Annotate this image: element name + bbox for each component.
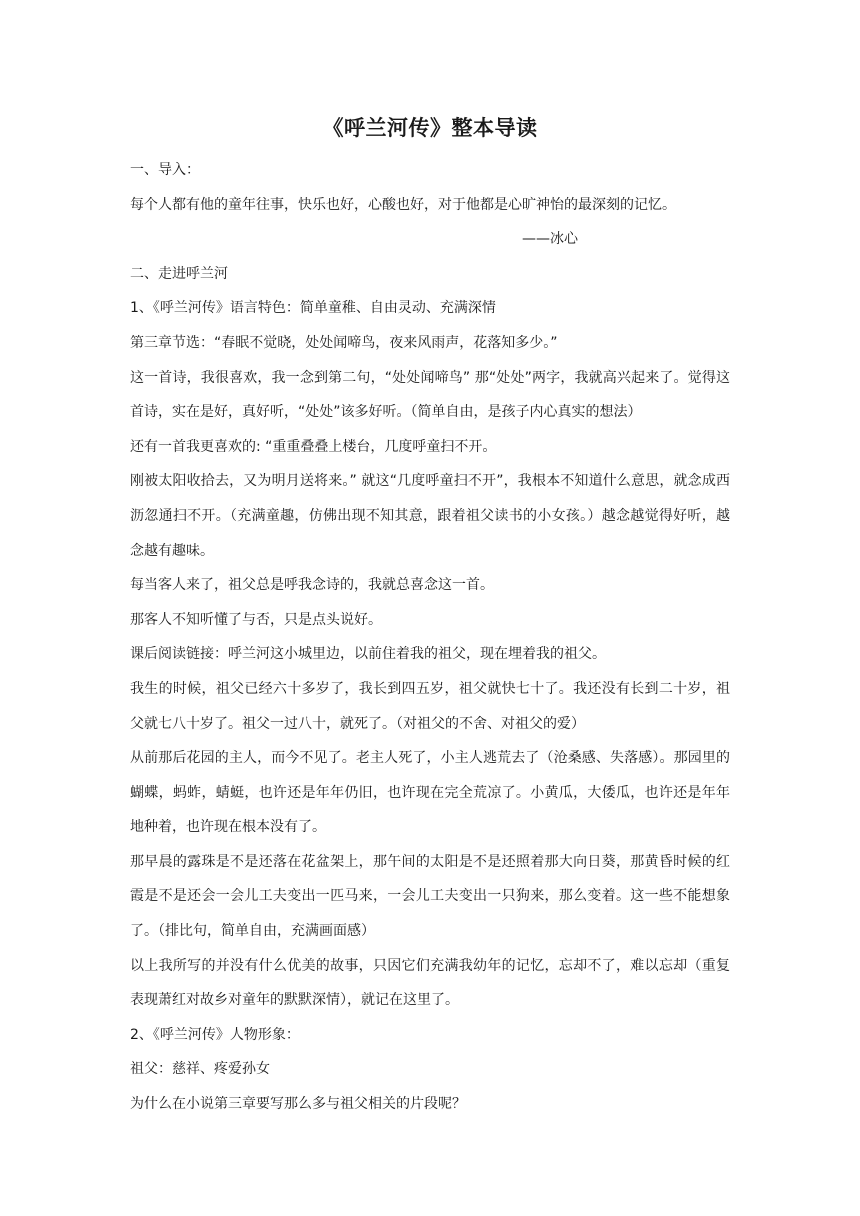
intro-quote: 每个人都有他的童年往事，快乐也好，心酸也好，对于他都是心旷神怡的最深刻的记忆。	[130, 196, 676, 213]
paragraph-morning-dew: 那早晨的露珠是不是还落在花盆架上，那午间的太阳是不是还照着那大向日葵，那黄昏时候的红霞是不是还会一会儿工夫变出一匹马来，一会儿工夫变出一只狗来，那么变着。这一些不能想象了。（排比句，简单自由，充满画面感）	[130, 853, 730, 940]
quote-attribution: ——冰心	[522, 231, 578, 248]
document-title: 《呼兰河传》整本导读	[322, 116, 538, 140]
paragraph-question: 为什么在小说第三章要写那么多与祖父相关的片段呢？	[130, 1096, 466, 1113]
paragraph-grandfather-age: 我生的时候，祖父已经六十多岁了，我长到四五岁，祖父就快七十了。我还没有长到二十岁，祖父就七八十岁了。祖父一过八十，就死了。（对祖父的不舍、对祖父的爱）	[130, 680, 730, 732]
paragraph-grandfather-traits: 祖父：慈祥、疼爱孙女	[130, 1061, 270, 1078]
paragraph-poem-comment: 这一首诗，我很喜欢，我一念到第二句，“处处闻啼鸟” 那“处处”两字，我就高兴起来了。觉得这首诗，实在是好，真好听，“处处”该多好听。（简单自由，是孩子内心真实的想法）	[130, 369, 730, 421]
paragraph-guests: 每当客人来了，祖父总是呼我念诗的，我就总喜念这一首。	[130, 577, 494, 594]
paragraph-favorite-poem: 还有一首我更喜欢的: “重重叠叠上楼台，几度呼童扫不开。	[130, 438, 497, 455]
paragraph-guest-nod: 那客人不知听懂了与否，只是点头说好。	[130, 611, 382, 628]
subheading-language-features: 1、《呼兰河传》语言特色：简单童稚、自由灵动、充满深情	[130, 300, 496, 317]
paragraph-poem-reading: 刚被太阳收拾去，又为明月送将来。” 就这“几度呼童扫不开”，我根本不知道什么意思，就念成西沥忽通扫不开。（充满童趣，仿佛出现不知其意，跟着祖父读书的小女孩。）越念越觉得好听，越念越有趣味。	[130, 473, 730, 559]
subheading-characters: 2、《呼兰河传》人物形象：	[130, 1026, 300, 1043]
paragraph-reading-link: 课后阅读链接：呼兰河这小城里边，以前住着我的祖父，现在埋着我的祖父。	[130, 646, 606, 663]
paragraph-back-garden: 从前那后花园的主人，而今不见了。老主人死了，小主人逃荒去了（沧桑感、失落感）。那园里的蝴蝶，蚂蚱，蜻蜓，也许还是年年仍旧，也许现在完全荒凉了。小黄瓜，大倭瓜，也许还是年年地种着，也许现在根本没有了。	[130, 750, 730, 836]
section-heading-intro: 一、导入：	[130, 162, 200, 178]
paragraph-chapter-excerpt: 第三章节选：“春眠不觉晓，处处闻啼鸟，夜来风雨声，花落知多少。”	[130, 334, 558, 351]
paragraph-memories: 以上我所写的并没有什么优美的故事，只因它们充满我幼年的记忆，忘却不了，难以忘却（重复表现萧红对故乡对童年的默默深情），就记在这里了。	[130, 957, 730, 1009]
document-body	[130, 153, 730, 1122]
section-heading-hulan-river: 二、走进呼兰河	[130, 265, 228, 282]
